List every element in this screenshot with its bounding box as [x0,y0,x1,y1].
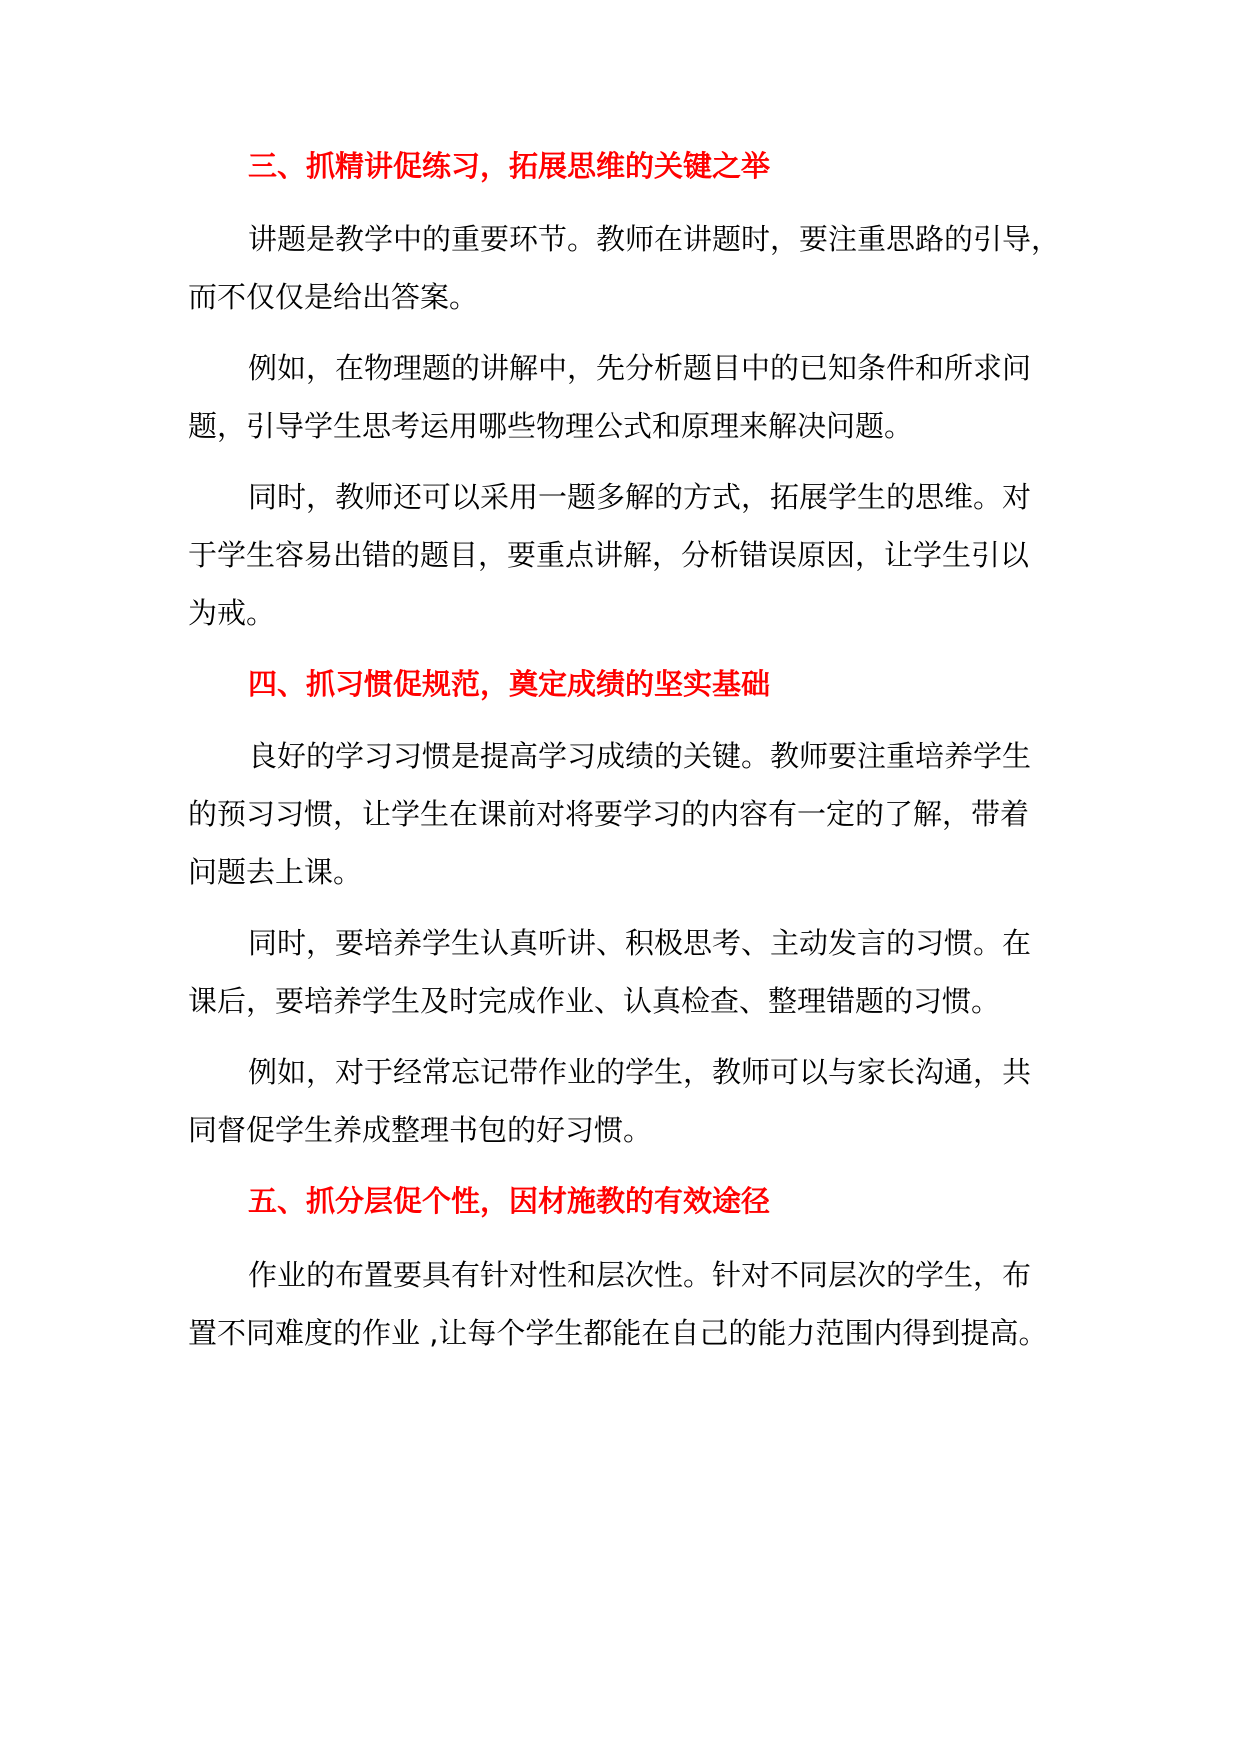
paragraph-line: 的预习习惯，让学生在课前对将要学习的内容有一定的了解，带着 [188,797,1030,831]
paragraph-line: 置不同难度的作业 ,让每个学生都能在自己的能力范围内得到提高。 [188,1316,1048,1350]
section-heading: 四、抓习惯促规范，奠定成绩的坚实基础 [248,667,771,701]
paragraph-line: 例如，对于经常忘记带作业的学生，教师可以与家长沟通，共 [248,1055,1032,1089]
paragraph-line: 例如，在物理题的讲解中，先分析题目中的已知条件和所求问 [248,351,1032,385]
paragraph-line: 而不仅仅是给出答案。 [188,280,479,314]
section-heading: 五、抓分层促个性，因材施教的有效途径 [248,1184,771,1218]
paragraph-line: 同督促学生养成整理书包的好习惯。 [188,1113,653,1147]
paragraph-line: 讲题是教学中的重要环节。教师在讲题时，要注重思路的引导， [248,222,1061,256]
paragraph-line: 良好的学习习惯是提高学习成绩的关键。教师要注重培养学生 [248,739,1032,773]
paragraph-line: 同时，要培养学生认真听讲、积极思考、主动发言的习惯。在 [248,926,1032,960]
paragraph-line: 问题去上课。 [188,855,363,889]
paragraph-line: 于学生容易出错的题目，要重点讲解，分析错误原因，让学生引以 [188,538,1030,572]
section-heading: 三、抓精讲促练习，拓展思维的关键之举 [248,149,771,183]
paragraph-line: 同时，教师还可以采用一题多解的方式，拓展学生的思维。对 [248,480,1032,514]
paragraph-line: 作业的布置要具有针对性和层次性。针对不同层次的学生，布 [248,1258,1032,1292]
paragraph-line: 题，引导学生思考运用哪些物理公式和原理来解决问题。 [188,409,914,443]
paragraph-line: 为戒。 [188,596,276,630]
paragraph-line: 课后，要培养学生及时完成作业、认真检查、整理错题的习惯。 [188,984,1001,1018]
